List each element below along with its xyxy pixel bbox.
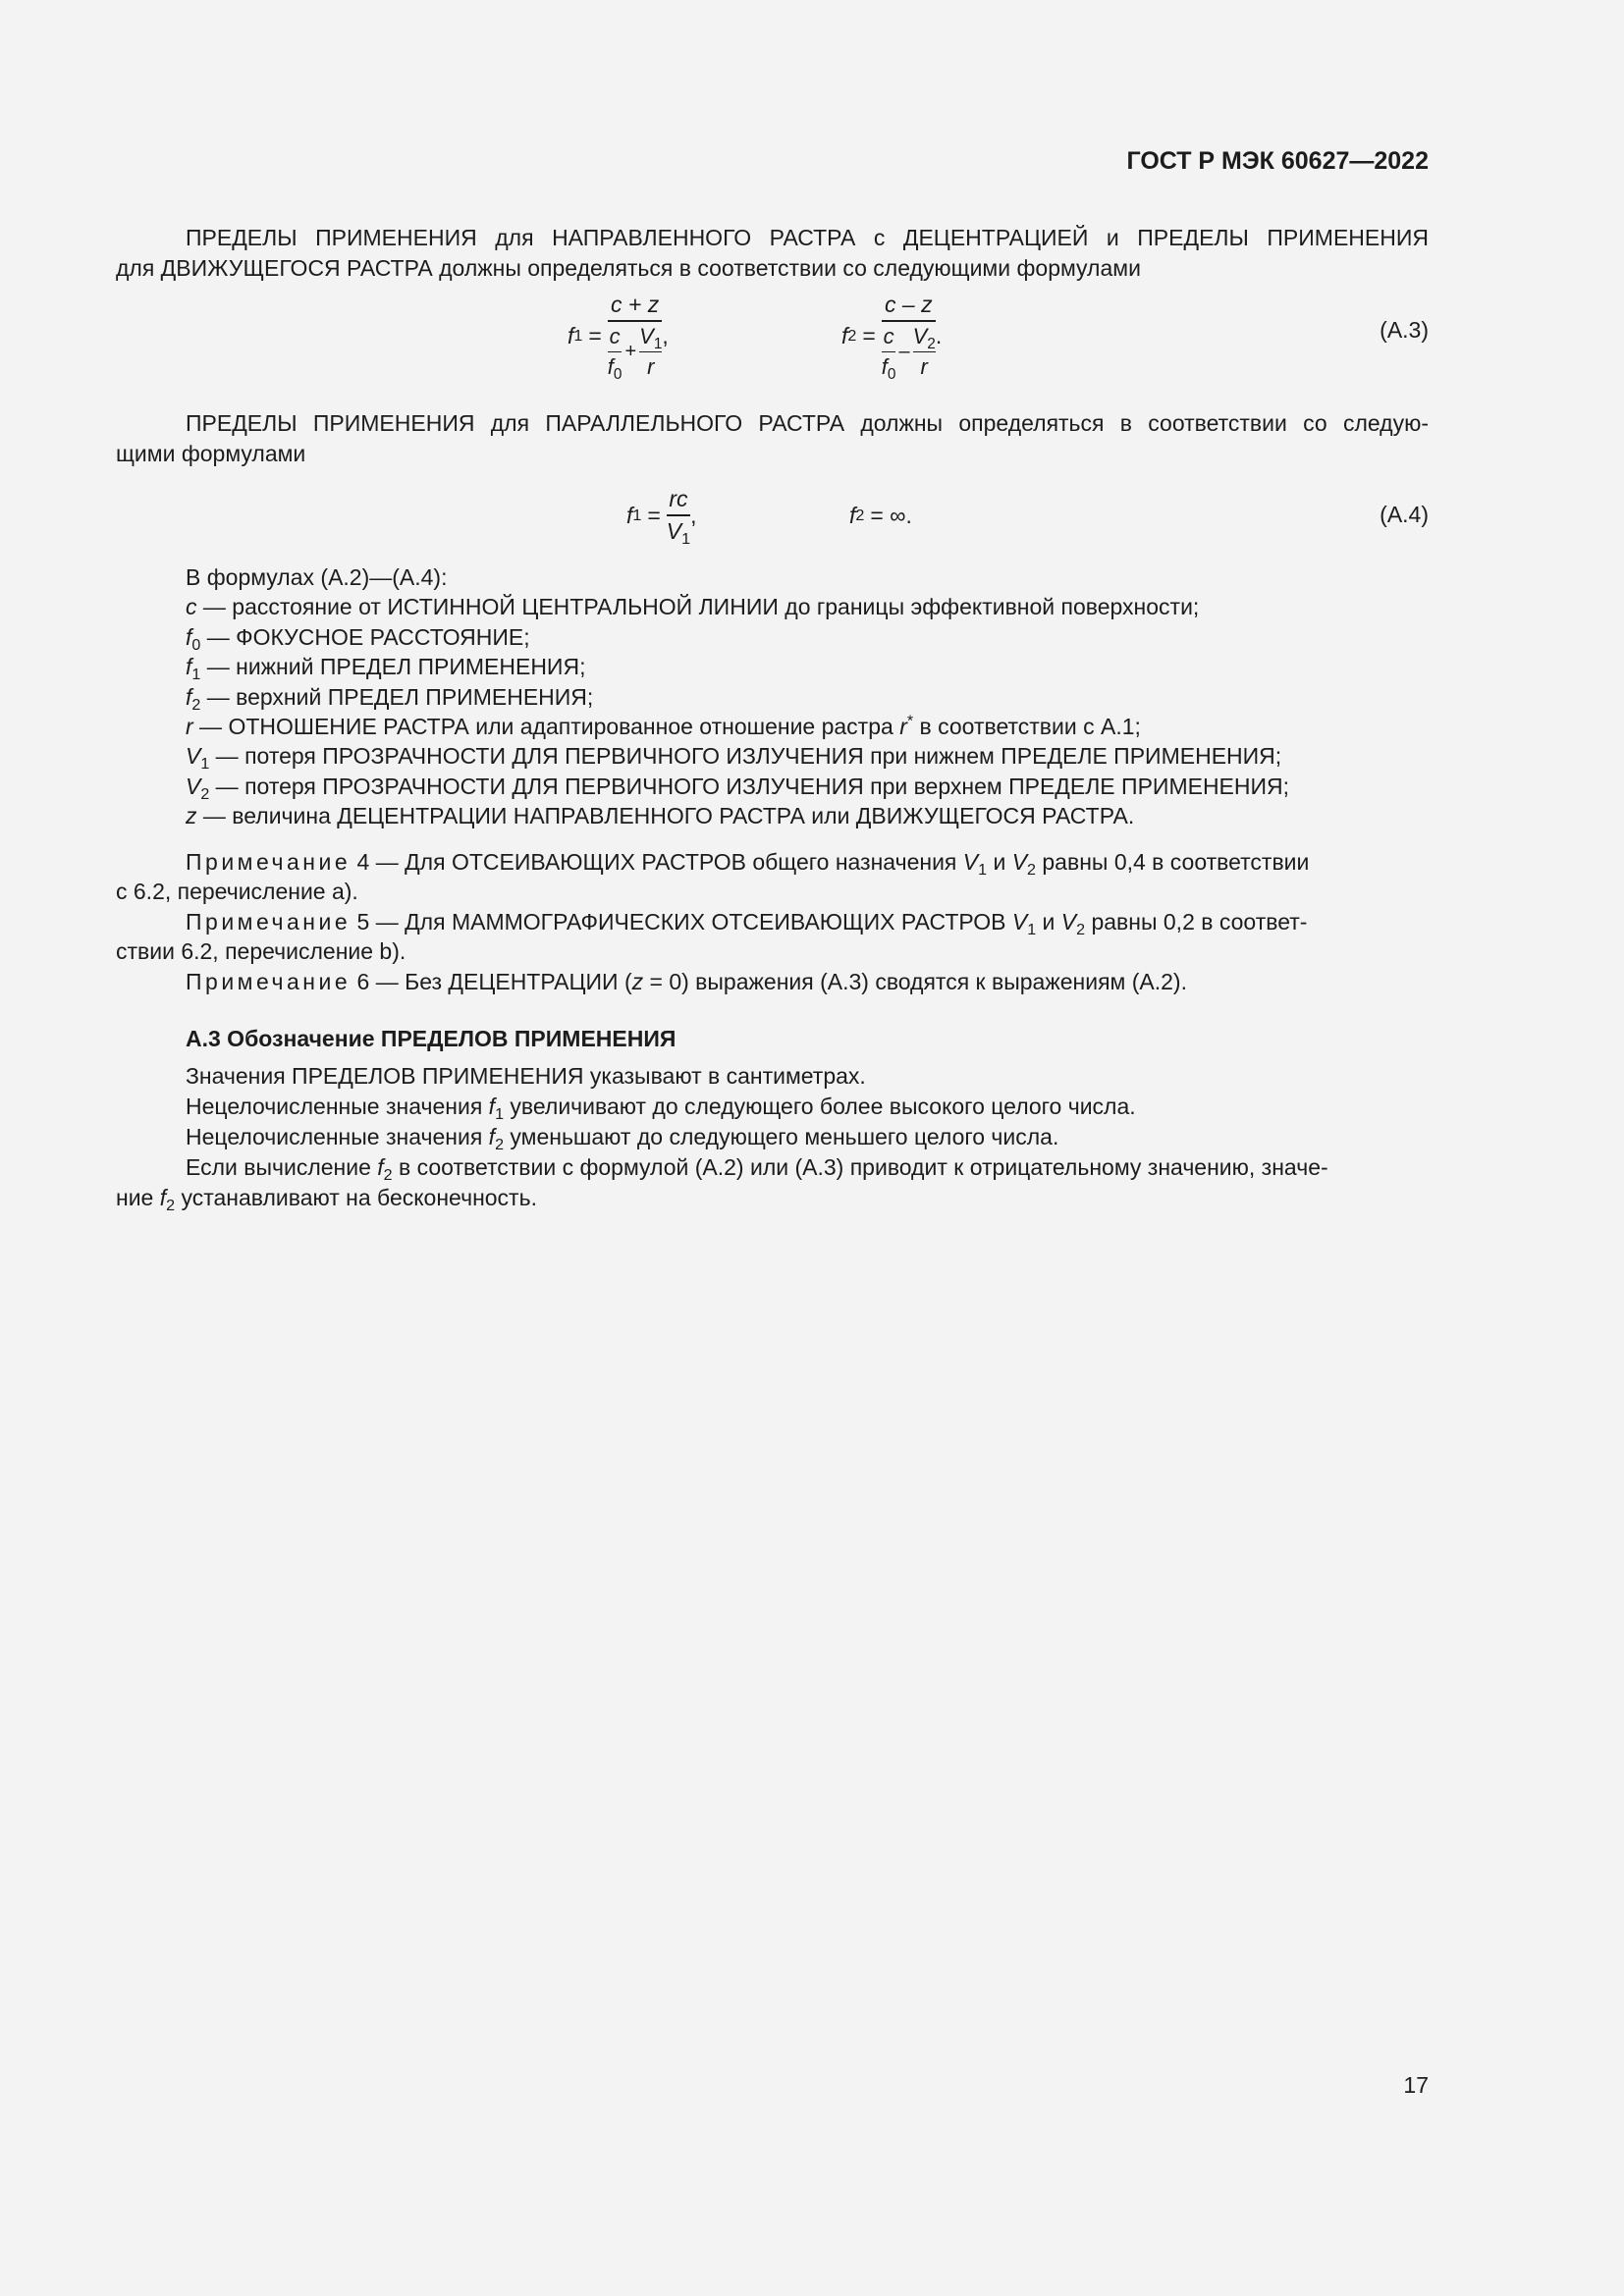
text: в соответствии с формулой (А.2) или (А.3) приводит к отрицательному значению, значе- bbox=[392, 1154, 1328, 1180]
note-label: Примечание bbox=[186, 908, 352, 934]
var: f bbox=[881, 354, 888, 379]
sub: 2 bbox=[166, 1197, 176, 1214]
var: c bbox=[609, 324, 621, 348]
definition-item bbox=[116, 682, 1429, 712]
definition-text: — потеря ПРОЗРАЧНОСТИ ДЛЯ ПЕРВИЧНОГО ИЗЛУЧЕНИЯ при нижнем ПРЕДЕЛЕ ПРИМЕНЕНИЯ; bbox=[209, 743, 1282, 770]
definition-symbol: c bbox=[186, 594, 197, 620]
sub: 1 bbox=[1027, 920, 1037, 938]
document-header: ГОСТ Р МЭК 60627—2022 bbox=[1126, 147, 1429, 175]
text: и bbox=[1036, 908, 1061, 934]
sub: 2 bbox=[1027, 861, 1036, 879]
definition-subscript: 0 bbox=[191, 635, 201, 654]
definition-symbol: f bbox=[186, 654, 192, 680]
definition-text: — нижний ПРЕДЕЛ ПРИМЕНЕНИЯ; bbox=[200, 654, 586, 680]
definition-symbol: z bbox=[186, 803, 197, 829]
note-6 bbox=[116, 967, 1429, 996]
fraction bbox=[881, 292, 936, 383]
text: Нецелочисленные значения bbox=[186, 1124, 489, 1149]
definition-item bbox=[116, 652, 1429, 684]
definition-symbol: f bbox=[186, 683, 192, 710]
var: r bbox=[647, 354, 655, 379]
definition-subscript: 1 bbox=[191, 666, 201, 684]
text-line: с 6.2, перечисление а). bbox=[116, 879, 358, 905]
var: z bbox=[631, 968, 644, 994]
var: f bbox=[377, 1154, 384, 1180]
text: 4 — Для ОТСЕИВАЮЩИХ РАСТРОВ общего назначения bbox=[351, 849, 963, 875]
text: и bbox=[987, 849, 1012, 875]
paragraph-a4-intro bbox=[116, 408, 1429, 469]
definition-item bbox=[116, 741, 1429, 774]
definition-text: — потеря ПРОЗРАЧНОСТИ ДЛЯ ПЕРВИЧНОГО ИЗЛУЧЕНИЯ при верхнем ПРЕДЕЛЕ ПРИМЕНЕНИЯ; bbox=[209, 773, 1290, 799]
definition-subscript: 2 bbox=[191, 695, 201, 714]
page-number: 17 bbox=[1403, 2072, 1429, 2098]
text-line: ПРЕДЕЛЫ ПРИМЕНЕНИЯ для НАПРАВЛЕННОГО РАСТРА с ДЕЦЕНТРАЦИЕЙ и ПРЕДЕЛЫ ПРИМЕНЕНИЯ bbox=[186, 225, 1429, 250]
paragraph-a3-intro bbox=[116, 223, 1429, 284]
var: V bbox=[639, 324, 654, 348]
sub: 1 bbox=[495, 1105, 505, 1123]
definition-text: — величина ДЕЦЕНТРАЦИИ НАПРАВЛЕННОГО РАСТРА или ДВИЖУЩЕГОСЯ РАСТРА. bbox=[196, 803, 1135, 829]
text-line: ПРЕДЕЛЫ ПРИМЕНЕНИЯ для ПАРАЛЛЕЛЬНОГО РАСТРА должны определяться в соответствии со следую- bbox=[186, 410, 1429, 436]
text: = 0) выражения (А.3) сводятся к выражениям (А.2). bbox=[643, 968, 1187, 994]
formula-a4-f1: f 1 = $\frac{rc}{V_1}$ , bbox=[626, 486, 697, 548]
sub: 1 bbox=[653, 336, 663, 352]
var: V bbox=[1011, 908, 1028, 934]
definition-item bbox=[116, 712, 1429, 741]
sub: 2 bbox=[383, 1166, 393, 1184]
var: f bbox=[841, 322, 848, 348]
definition-text: — ФОКУСНОЕ РАССТОЯНИЕ; bbox=[200, 623, 530, 650]
var: c bbox=[883, 324, 894, 348]
text-line: для ДВИЖУЩЕГОСЯ РАСТРА должны определяться в соответствии со следующими формулами bbox=[116, 255, 1141, 281]
fraction bbox=[639, 324, 662, 380]
fraction-bar bbox=[667, 514, 690, 516]
definitions-intro: В формулах (А.2)—(А.4): bbox=[186, 564, 448, 590]
definition-text: в соответствии с А.1; bbox=[913, 714, 1141, 740]
op: = bbox=[862, 322, 876, 348]
rhs: = ∞. bbox=[870, 502, 912, 528]
definition-item bbox=[116, 801, 1429, 830]
text: Если вычисление bbox=[186, 1154, 378, 1180]
var: f bbox=[626, 502, 633, 528]
section-heading: А.3 Обозначение ПРЕДЕЛОВ ПРИМЕНЕНИЯ bbox=[186, 1026, 677, 1051]
equation-number: (A.4) bbox=[1380, 502, 1429, 527]
text: 5 — Для МАММОГРАФИЧЕСКИХ ОТСЕИВАЮЩИХ РАСТРОВ bbox=[351, 908, 1012, 934]
punct: , bbox=[662, 322, 669, 348]
numerator: c + z bbox=[610, 292, 660, 317]
sub: 2 bbox=[1076, 920, 1086, 938]
sub: 2 bbox=[927, 336, 936, 352]
text: устанавливают на бесконечность. bbox=[175, 1185, 537, 1210]
op: + bbox=[624, 341, 637, 362]
definition-symbol: r bbox=[899, 714, 907, 740]
sub: 1 bbox=[681, 530, 691, 548]
sub: 0 bbox=[887, 366, 896, 383]
note-label: Примечание bbox=[186, 849, 352, 875]
definition-text: — расстояние от ИСТИННОЙ ЦЕНТРАЛЬНОЙ ЛИНИИ до границы эффективной поверхности; bbox=[196, 594, 1200, 620]
var: V bbox=[1060, 908, 1077, 934]
fraction bbox=[666, 486, 691, 548]
definition-item bbox=[116, 622, 1429, 652]
var: f bbox=[607, 354, 614, 379]
text-line: Значения ПРЕДЕЛОВ ПРИМЕНЕНИЯ указывают в сантиметрах. bbox=[186, 1063, 866, 1089]
definition-symbol: V bbox=[186, 773, 201, 799]
var: V bbox=[962, 849, 979, 875]
denominator bbox=[881, 324, 936, 383]
var: f bbox=[849, 502, 856, 528]
numerator: c – z bbox=[885, 292, 933, 317]
var: V bbox=[666, 518, 682, 544]
numerator: rc bbox=[669, 486, 688, 511]
fraction-bar bbox=[882, 320, 936, 322]
formula-a4-f2: f 2 = ∞. bbox=[849, 502, 912, 528]
formula-a3-f1: f 1 = c + z $\frac{c}{f_0}$ + $\frac{V_1}{r}$ , bbox=[568, 292, 669, 383]
definition-item bbox=[116, 592, 1429, 621]
note-5 bbox=[116, 907, 1429, 936]
text: ние bbox=[116, 1185, 160, 1210]
text-line: щими формулами bbox=[116, 441, 306, 466]
var: f bbox=[568, 322, 574, 348]
definition-item bbox=[116, 772, 1429, 801]
op: – bbox=[898, 341, 910, 362]
note-label: Примечание bbox=[186, 968, 352, 994]
var: f bbox=[488, 1124, 496, 1149]
fraction bbox=[913, 324, 936, 380]
notes bbox=[116, 847, 1429, 996]
formula-a3-f2: f 2 = c – z $\frac{c}{f_0}$ – $\frac{V_2}{r}$ . bbox=[841, 292, 943, 383]
var: f bbox=[159, 1185, 167, 1210]
fraction bbox=[881, 324, 896, 383]
punct: , bbox=[690, 502, 697, 528]
var: V bbox=[1011, 849, 1028, 875]
text-line bbox=[116, 1152, 1429, 1183]
text: Нецелочисленные значения bbox=[186, 1094, 489, 1119]
text-line bbox=[116, 1183, 1429, 1213]
sub: 2 bbox=[495, 1136, 505, 1153]
definition-symbol: f bbox=[186, 623, 192, 650]
text-line bbox=[116, 1122, 1429, 1152]
sub: 0 bbox=[613, 366, 623, 383]
var: f bbox=[488, 1094, 496, 1119]
definition-symbol: r bbox=[186, 714, 193, 740]
var: r bbox=[920, 354, 928, 379]
punct: . bbox=[935, 322, 943, 348]
fraction bbox=[607, 292, 663, 383]
text-line bbox=[116, 1092, 1429, 1122]
definition-text: — верхний ПРЕДЕЛ ПРИМЕНЕНИЯ; bbox=[200, 683, 594, 710]
text: 6 — Без ДЕЦЕНТРАЦИИ ( bbox=[351, 968, 632, 994]
fraction bbox=[607, 324, 623, 383]
definition-text: — ОТНОШЕНИЕ РАСТРА или адаптированное отношение растра bbox=[192, 714, 900, 740]
definitions-list bbox=[116, 562, 1429, 831]
text-line: ствии 6.2, перечисление b). bbox=[116, 938, 406, 965]
text: равны 0,4 в соответствии bbox=[1036, 849, 1310, 875]
denominator bbox=[607, 324, 663, 383]
equation-number: (A.3) bbox=[1380, 317, 1429, 343]
text: увеличивают до следующего более высокого целого числа. bbox=[504, 1094, 1136, 1119]
sub: 1 bbox=[978, 861, 988, 879]
op: = bbox=[647, 502, 661, 528]
text: равны 0,2 в соответ- bbox=[1085, 908, 1308, 934]
text: уменьшают до следующего меньшего целого числа. bbox=[504, 1124, 1059, 1149]
op: = bbox=[588, 322, 602, 348]
section-a3-body bbox=[116, 1061, 1429, 1213]
definition-subscript: 1 bbox=[200, 755, 210, 774]
fraction-bar bbox=[608, 320, 663, 322]
var: V bbox=[912, 324, 928, 348]
definition-symbol: V bbox=[186, 743, 201, 770]
note-4 bbox=[116, 847, 1429, 877]
denominator bbox=[666, 518, 691, 548]
definition-subscript: 2 bbox=[200, 784, 210, 803]
superscript: * bbox=[906, 712, 914, 730]
